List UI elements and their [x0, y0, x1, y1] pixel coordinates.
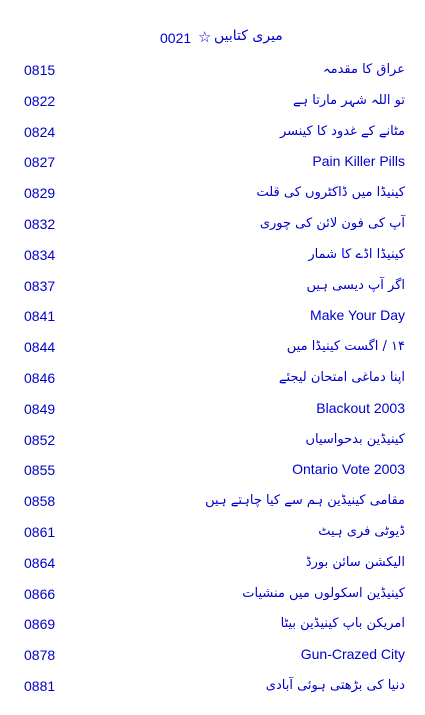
- entry-title[interactable]: Make Your Day: [310, 307, 405, 324]
- article-list: [0, 58, 425, 705]
- entry-code[interactable]: 0824: [24, 123, 56, 140]
- entry-title[interactable]: اپنا دماغی امتحان لیجئے: [278, 369, 405, 385]
- list-item[interactable]: [0, 489, 425, 520]
- list-item[interactable]: [0, 582, 425, 613]
- entry-code[interactable]: 0844: [24, 339, 56, 356]
- entry-title[interactable]: Blackout 2003: [316, 399, 405, 416]
- list-item[interactable]: [0, 428, 425, 459]
- entry-code[interactable]: 0881: [24, 677, 56, 694]
- list-item[interactable]: [0, 150, 425, 181]
- page-title: میری کتابیں: [214, 28, 283, 44]
- entry-title[interactable]: آپ کی فون لائن کی چوری: [259, 215, 405, 231]
- entry-title[interactable]: تو اللہ شہر مارتا ہے: [292, 92, 405, 108]
- list-item[interactable]: [0, 274, 425, 305]
- list-item[interactable]: [0, 643, 425, 674]
- entry-title[interactable]: Ontario Vote 2003: [292, 461, 405, 478]
- entry-code[interactable]: 0827: [24, 154, 56, 171]
- entry-code[interactable]: 0864: [24, 554, 56, 571]
- list-item[interactable]: [0, 612, 425, 643]
- list-item[interactable]: [0, 674, 425, 705]
- entry-title[interactable]: دنیا کی بڑھتی ہوئی آبادی: [265, 677, 405, 693]
- entry-code[interactable]: 0846: [24, 369, 56, 386]
- entry-title[interactable]: ڈیوٹی فری ہیٹ: [318, 523, 405, 539]
- entry-title[interactable]: مٹانے کے غدود کا کینسر: [279, 123, 405, 139]
- list-item[interactable]: [0, 243, 425, 274]
- list-item[interactable]: [0, 181, 425, 212]
- entry-code[interactable]: 0866: [24, 585, 56, 602]
- entry-title[interactable]: عراق کا مقدمہ: [323, 62, 405, 77]
- entry-code[interactable]: 0841: [24, 308, 56, 325]
- entry-title[interactable]: الیکشن سائن بورڈ: [305, 554, 405, 570]
- entry-code[interactable]: 0815: [24, 62, 56, 78]
- entry-title[interactable]: اگر آپ دیسی ہیں: [306, 277, 405, 293]
- list-item[interactable]: [0, 89, 425, 120]
- list-item[interactable]: [0, 304, 425, 335]
- list-item[interactable]: [0, 335, 425, 366]
- list-item[interactable]: [0, 520, 425, 551]
- list-item[interactable]: [0, 58, 425, 89]
- entry-code[interactable]: 0855: [24, 462, 56, 479]
- entry-title[interactable]: Gun-Crazed City: [300, 646, 405, 663]
- list-item[interactable]: [0, 551, 425, 582]
- list-item[interactable]: [0, 212, 425, 243]
- entry-code[interactable]: 0822: [24, 92, 56, 109]
- list-item[interactable]: [0, 366, 425, 397]
- entry-title[interactable]: کینیڈا اڈے کا شمار: [308, 246, 405, 262]
- star-icon: ☆: [198, 29, 212, 46]
- entry-code[interactable]: 0849: [24, 400, 56, 417]
- entry-title[interactable]: کینیڈین بدحواسیاں: [305, 431, 405, 447]
- entry-code[interactable]: 0837: [24, 277, 56, 294]
- entry-code[interactable]: 0852: [24, 431, 56, 448]
- entry-code[interactable]: 0834: [24, 246, 56, 263]
- entry-code[interactable]: 0829: [24, 185, 56, 202]
- entry-title[interactable]: ۱۴ / اگست کینیڈا میں: [286, 339, 405, 355]
- header-number: 0021: [160, 30, 192, 46]
- page-header: [0, 28, 425, 52]
- entry-title[interactable]: Pain Killer Pills: [312, 153, 405, 170]
- list-item[interactable]: [0, 120, 425, 151]
- entry-title[interactable]: امریکن باپ کینیڈین بیٹا: [280, 616, 405, 632]
- entry-title[interactable]: مقامی کینیڈین ہم سے کیا چاہتے ہیں: [205, 493, 405, 509]
- entry-code[interactable]: 0869: [24, 616, 56, 633]
- entry-code[interactable]: 0878: [24, 647, 56, 664]
- entry-title[interactable]: کینیڈین اسکولوں میں منشیات: [242, 585, 405, 601]
- entry-code[interactable]: 0858: [24, 493, 56, 510]
- entry-code[interactable]: 0832: [24, 215, 56, 232]
- entry-code[interactable]: 0861: [24, 523, 56, 540]
- entry-title[interactable]: کینیڈا میں ڈاکٹروں کی قلت: [256, 185, 405, 201]
- list-item[interactable]: [0, 458, 425, 489]
- list-item[interactable]: [0, 397, 425, 428]
